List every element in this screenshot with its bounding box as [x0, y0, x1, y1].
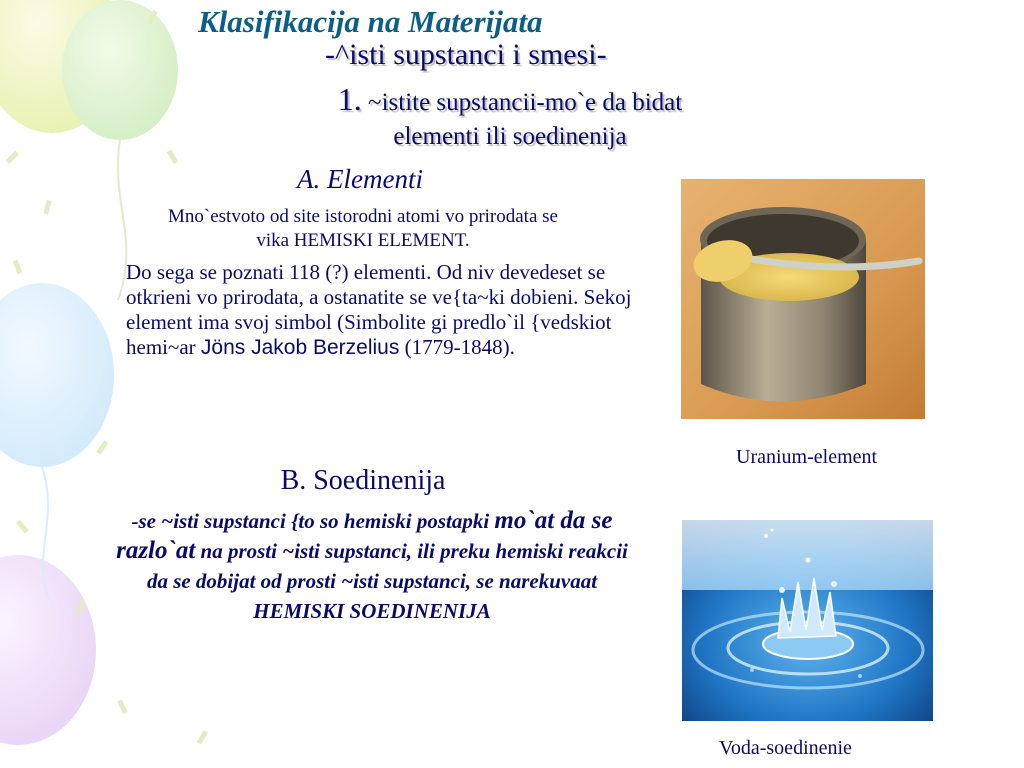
- compounds-text-end: na prosti ~isti supstanci, ili preku hemiski reakcii da se dobijat od prosti ~isti supstanci, se narekuvaat HEMISKI SOEDINENIJA: [146, 539, 628, 623]
- subheading-text-b: elementi ili soedinenija: [393, 123, 627, 150]
- scientist-years: (1779-1848).: [399, 335, 515, 359]
- compounds-text-start: -se ~isti supstanci {to so hemiski postapki: [131, 509, 495, 533]
- uranium-caption: Uranium-element: [736, 446, 878, 468]
- subheading-number: 1.: [337, 81, 362, 117]
- compounds-text-emphasis: mo`at da se razlo`at: [116, 507, 613, 564]
- uranium-image: [681, 179, 925, 419]
- section-a-heading: A. Elementi: [297, 164, 423, 194]
- elements-text: Do sega se poznati 118 (?) elementi. Od niv devedeset se otkrieni vo prirodata, a ostanatite se ve{ta~ki dobieni. Sekoj element ima svoj simbol (Simbolite gi predlo`il {vedskiot hemi~ar: [126, 260, 632, 359]
- subheading-text-a: ~istite supstancii-mo`e da bidat: [361, 89, 683, 116]
- element-definition-line1: Mno`estvoto od site istorodni atomi vo prirodata se: [168, 206, 558, 227]
- section-b-heading: B. Soedinenija: [280, 465, 446, 496]
- balloon-blue: [0, 283, 114, 467]
- elements-paragraph: [126, 260, 636, 360]
- slide-title: Klasifikacija na Materijata: [198, 4, 543, 39]
- scientist-name: Jöns Jakob Berzelius: [200, 336, 400, 359]
- compounds-paragraph: [112, 506, 632, 626]
- balloon-purple: [0, 555, 96, 745]
- water-splash-image: [682, 520, 933, 721]
- balloon-green: [62, 0, 178, 140]
- slide-subheading: [250, 82, 770, 154]
- slide-subtitle: -^isti supstanci i smesi-: [325, 38, 607, 71]
- water-caption: Voda-soedinenie: [719, 737, 852, 759]
- element-definition-line2: vika HEMISKI ELEMENT.: [256, 230, 470, 251]
- element-definition: [94, 205, 632, 253]
